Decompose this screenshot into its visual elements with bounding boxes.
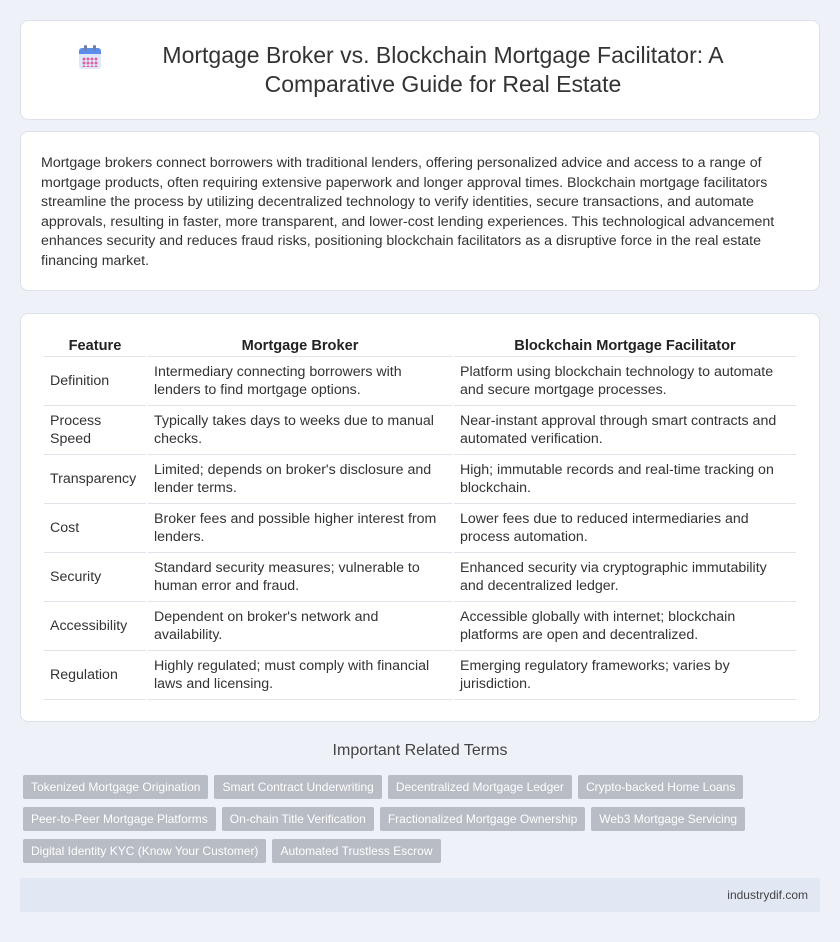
blockchain-cell: Enhanced security via cryptographic immutability and decentralized ledger.: [454, 553, 796, 602]
footer: [20, 878, 820, 912]
title-card: [20, 20, 820, 120]
feature-cell: Definition: [44, 357, 146, 406]
related-term-tag[interactable]: Web3 Mortgage Servicing: [591, 807, 745, 831]
broker-cell: Intermediary connecting borrowers with lenders to find mortgage options.: [148, 357, 452, 406]
table-row: [44, 553, 796, 602]
broker-cell: Typically takes days to weeks due to manual checks.: [148, 406, 452, 455]
related-term-tag[interactable]: Automated Trustless Escrow: [272, 839, 440, 863]
feature-cell: Regulation: [44, 651, 146, 700]
table-row: [44, 602, 796, 651]
table-row: [44, 406, 796, 455]
related-term-tag[interactable]: Tokenized Mortgage Origination: [23, 775, 208, 799]
table-row: [44, 455, 796, 504]
feature-cell: Security: [44, 553, 146, 602]
table-header-row: [44, 332, 796, 357]
table-row: [44, 504, 796, 553]
blockchain-cell: Platform using blockchain technology to automate and secure mortgage processes.: [454, 357, 796, 406]
feature-cell: Process Speed: [44, 406, 146, 455]
broker-cell: Broker fees and possible higher interest from lenders.: [148, 504, 452, 553]
feature-cell: Transparency: [44, 455, 146, 504]
blockchain-cell: High; immutable records and real-time tracking on blockchain.: [454, 455, 796, 504]
related-term-tag[interactable]: Decentralized Mortgage Ledger: [388, 775, 572, 799]
related-term-tag[interactable]: Peer-to-Peer Mortgage Platforms: [23, 807, 216, 831]
table-row: [44, 357, 796, 406]
intro-card: [20, 131, 820, 291]
intro-paragraph: Mortgage brokers connect borrowers with traditional lenders, offering personalized advice and access to a range of mortgage products, often requiring extensive paperwork and longer approval times. Blockchain mortgage facilitators streamline the process by utilizing decentralized technology to verify identities, secure transactions, and automate approvals, resulting in faster, more transparent, and lower-cost lending experiences. This technological advancement enhances security and reduces fraud risks, positioning blockchain facilitators as a disruptive force in the real estate financing market.: [41, 155, 775, 269]
blockchain-cell: Emerging regulatory frameworks; varies by jurisdiction.: [454, 651, 796, 700]
broker-cell: Limited; depends on broker's disclosure and lender terms.: [148, 455, 452, 504]
broker-cell: Standard security measures; vulnerable to human error and fraud.: [148, 553, 452, 602]
blockchain-cell: Lower fees due to reduced intermediaries and process automation.: [454, 504, 796, 553]
related-term-tag[interactable]: Digital Identity KYC (Know Your Customer): [23, 839, 266, 863]
blockchain-cell: Accessible globally with internet; blockchain platforms are open and decentralized.: [454, 602, 796, 651]
header-feature: Feature: [44, 332, 146, 357]
feature-cell: Cost: [44, 504, 146, 553]
comparison-table: [42, 332, 798, 700]
related-term-tag[interactable]: On-chain Title Verification: [222, 807, 374, 831]
blockchain-cell: Near-instant approval through smart contracts and automated verification.: [454, 406, 796, 455]
related-term-tag[interactable]: Smart Contract Underwriting: [214, 775, 381, 799]
header-blockchain-facilitator: Blockchain Mortgage Facilitator: [454, 332, 796, 357]
related-terms-title: Important Related Terms: [332, 742, 508, 759]
calendar-icon: [77, 45, 103, 71]
comparison-card: [20, 313, 820, 722]
header-mortgage-broker: Mortgage Broker: [148, 332, 452, 357]
footer-site-link[interactable]: industrydif.com: [727, 888, 808, 902]
broker-cell: Highly regulated; must comply with financial laws and licensing.: [148, 651, 452, 700]
feature-cell: Accessibility: [44, 602, 146, 651]
related-term-tag[interactable]: Crypto-backed Home Loans: [578, 775, 743, 799]
table-row: [44, 651, 796, 700]
page-title: Mortgage Broker vs. Blockchain Mortgage Facilitator: A Comparative Guide for Real Estate: [162, 42, 724, 97]
broker-cell: Dependent on broker's network and availability.: [148, 602, 452, 651]
related-terms-list: [23, 775, 823, 871]
related-term-tag[interactable]: Fractionalized Mortgage Ownership: [380, 807, 585, 831]
